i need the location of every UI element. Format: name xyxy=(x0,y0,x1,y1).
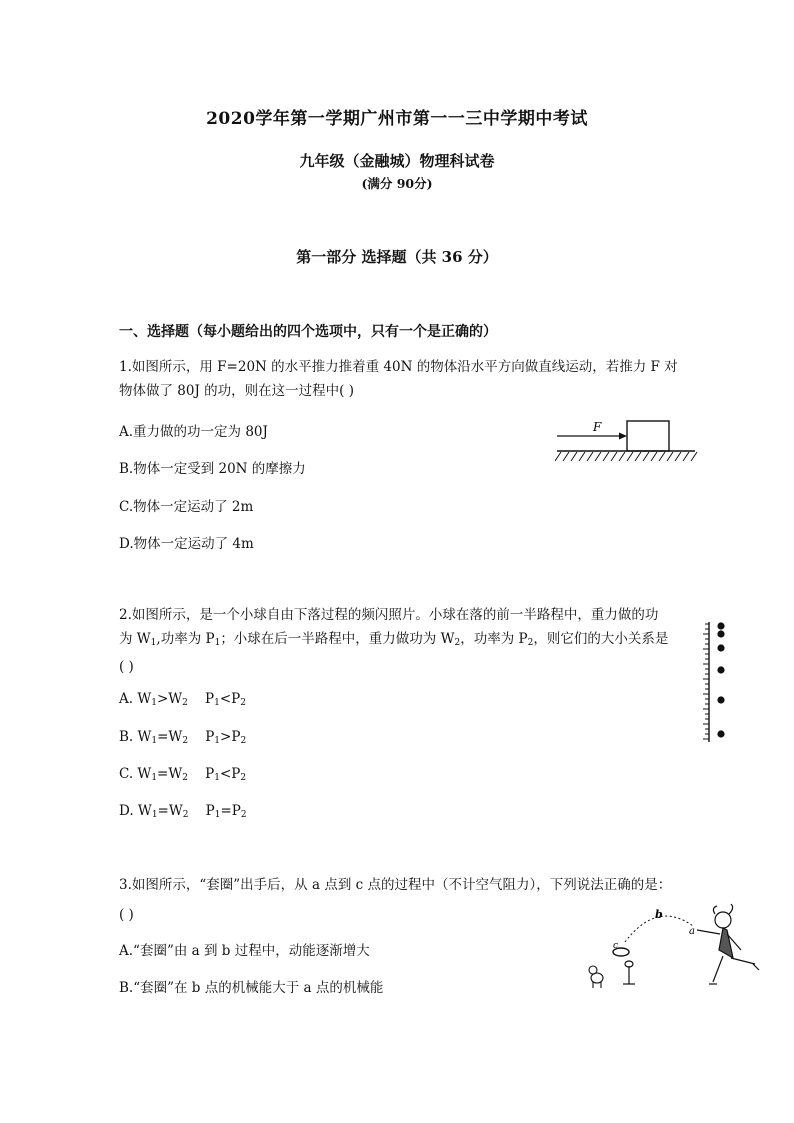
q3-ring-toss-figure xyxy=(585,898,765,998)
ball xyxy=(717,696,724,703)
question-2-line3: ( ) xyxy=(119,659,134,675)
ball xyxy=(717,644,724,651)
ball xyxy=(717,730,724,737)
part-title: 第一部分 选择题（共 36 分） xyxy=(296,248,498,266)
question-1-line2: 物体做了 80J 的功，则在这一过程中( ) xyxy=(119,383,354,399)
question-2-line2: 为 $W_1$,功率为 $P_1$；小球在后一半路程中，重力做功为 $W_2$，功率为 $P_2$，则它们的大小关系是 xyxy=(119,631,669,648)
ring xyxy=(613,948,629,956)
force-arrowhead xyxy=(619,433,627,440)
q1-option-c: C.物体一定运动了 2m xyxy=(119,499,254,515)
ball xyxy=(717,666,724,673)
q1-option-a: A.重力做的功一定为 80J xyxy=(119,424,268,440)
q2-strobe-photo xyxy=(700,618,732,746)
q3-option-a: A.“套圈”由 a 到 b 过程中，动能逐渐增大 xyxy=(119,943,370,959)
q2-option-a: A. $W_1>W_2$ $P_1<P_2$ xyxy=(119,691,246,708)
toy-dog xyxy=(589,966,603,988)
ball-positions xyxy=(717,622,724,737)
ball xyxy=(717,622,724,629)
question-3-line2: ( ) xyxy=(119,907,134,923)
q2-option-c: C. $W_1=W_2$ $P_1<P_2$ xyxy=(119,766,247,783)
exam-subtitle: 九年级（金融城）物理科试卷 xyxy=(299,152,495,170)
q2-option-d: D. $W_1=W_2$ $P_1=P_2$ xyxy=(119,803,247,820)
point-b-label: b xyxy=(655,908,663,921)
force-label: F xyxy=(593,420,602,434)
prize-stand xyxy=(623,961,635,984)
question-2 xyxy=(119,603,681,679)
girl-figure xyxy=(697,904,759,984)
q1-force-diagram xyxy=(555,415,700,467)
ground-hatching xyxy=(555,452,697,461)
q1-option-b: B.物体一定受到 20N 的摩擦力 xyxy=(119,461,306,477)
question-2-line1: 2.如图所示，是一个小球自由下落过程的频闪照片。小球在落的前一半路程中，重力做的功 xyxy=(119,607,659,623)
point-a-label: a xyxy=(689,926,695,937)
exam-title: 2020学年第一学期广州市第一一三中学期中考试 xyxy=(206,109,588,129)
question-1 xyxy=(119,355,681,403)
q2-option-b: B. $W_1=W_2$ $P_1>P_2$ xyxy=(119,729,247,746)
block xyxy=(627,421,669,451)
ball xyxy=(717,630,724,637)
point-c-label: c xyxy=(613,941,619,951)
ruler-ticks xyxy=(703,624,709,739)
question-1-line1: 1.如图所示，用 F=20N 的水平推力推着重 40N 的物体沿水平方向做直线运动，若推力 F 对 xyxy=(119,359,678,375)
section-title: 一、选择题（每小题给出的四个选项中，只有一个是正确的） xyxy=(119,324,497,340)
full-score: (满分 90分) xyxy=(361,176,433,191)
q1-option-d: D.物体一定运动了 4m xyxy=(119,536,254,552)
question-3-line1: 3.如图所示，“套圈”出手后，从 a 点到 c 点的过程中（不计空气阻力），下列说法正确的是： xyxy=(119,877,672,893)
q3-option-b: B.“套圈”在 b 点的机械能大于 a 点的机械能 xyxy=(119,980,384,996)
